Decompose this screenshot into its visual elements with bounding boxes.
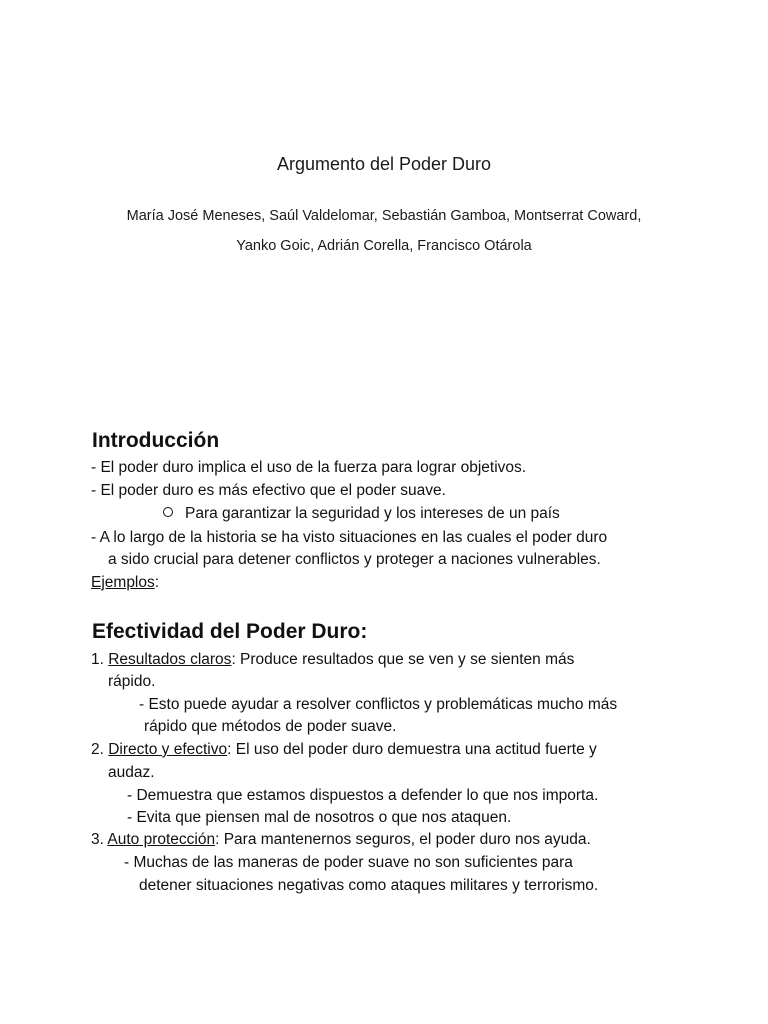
intro-bullet-text: Para garantizar la seguridad y los intereses de un país xyxy=(185,505,560,522)
point-1-text: : Produce resultados que se ven y se sienten más xyxy=(231,651,575,668)
intro-line-5: a sido crucial para detener conflictos y proteger a naciones vulnerables. xyxy=(108,551,601,568)
intro-line-4: - A lo largo de la historia se ha visto situaciones en las cuales el poder duro xyxy=(91,529,608,546)
point-3-text: : Para mantenernos seguros, el poder duro nos ayuda. xyxy=(215,831,591,848)
point-1-number: 1. xyxy=(91,651,109,668)
point-3-sub-1-continuation: detener situaciones negativas como ataques militares y terrorismo. xyxy=(139,877,599,894)
intro-ejemplos xyxy=(91,573,159,593)
point-1 xyxy=(91,650,574,670)
intro-line-2: - El poder duro es más efectivo que el poder suave. xyxy=(91,482,446,499)
point-1-sub-1-continuation: rápido que métodos de poder suave. xyxy=(144,718,397,735)
point-1-label: Resultados claros xyxy=(108,651,232,668)
point-2-number: 2. xyxy=(91,741,109,758)
intro-line-1: - El poder duro implica el uso de la fuerza para lograr objetivos. xyxy=(91,459,527,476)
authors-line-1: María José Meneses, Saúl Valdelomar, Sebastián Gamboa, Montserrat Coward, xyxy=(126,208,642,224)
point-2-text: : El uso del poder duro demuestra una actitud fuerte y xyxy=(227,741,597,758)
point-2-continuation: audaz. xyxy=(108,764,155,781)
point-3-sub-1: - Muchas de las maneras de poder suave no son suficientes para xyxy=(124,854,573,871)
point-1-sub-1: - Esto puede ayudar a resolver conflictos y problemáticas mucho más xyxy=(139,696,618,713)
section-heading-introduccion: Introducción xyxy=(92,429,220,452)
point-3-number: 3. xyxy=(91,831,108,848)
ejemplos-label: Ejemplos xyxy=(91,574,155,591)
point-2 xyxy=(91,740,597,760)
ejemplos-colon: : xyxy=(154,574,160,591)
page-title: Argumento del Poder Duro xyxy=(276,154,492,174)
intro-bullet-item xyxy=(163,504,560,524)
point-3-label: Auto protección xyxy=(107,831,216,848)
point-2-label: Directo y efectivo xyxy=(108,741,228,758)
authors-line-2: Yanko Goic, Adrián Corella, Francisco Otárola xyxy=(236,238,532,254)
point-2-sub-1: - Demuestra que estamos dispuestos a defender lo que nos importa. xyxy=(127,787,599,804)
point-2-sub-2: - Evita que piensen mal de nosotros o que nos ataquen. xyxy=(127,809,512,826)
hollow-circle-bullet-icon xyxy=(163,507,173,517)
section-heading-efectividad: Efectividad del Poder Duro: xyxy=(92,620,368,643)
point-3 xyxy=(91,830,591,850)
point-1-continuation: rápido. xyxy=(108,673,156,690)
